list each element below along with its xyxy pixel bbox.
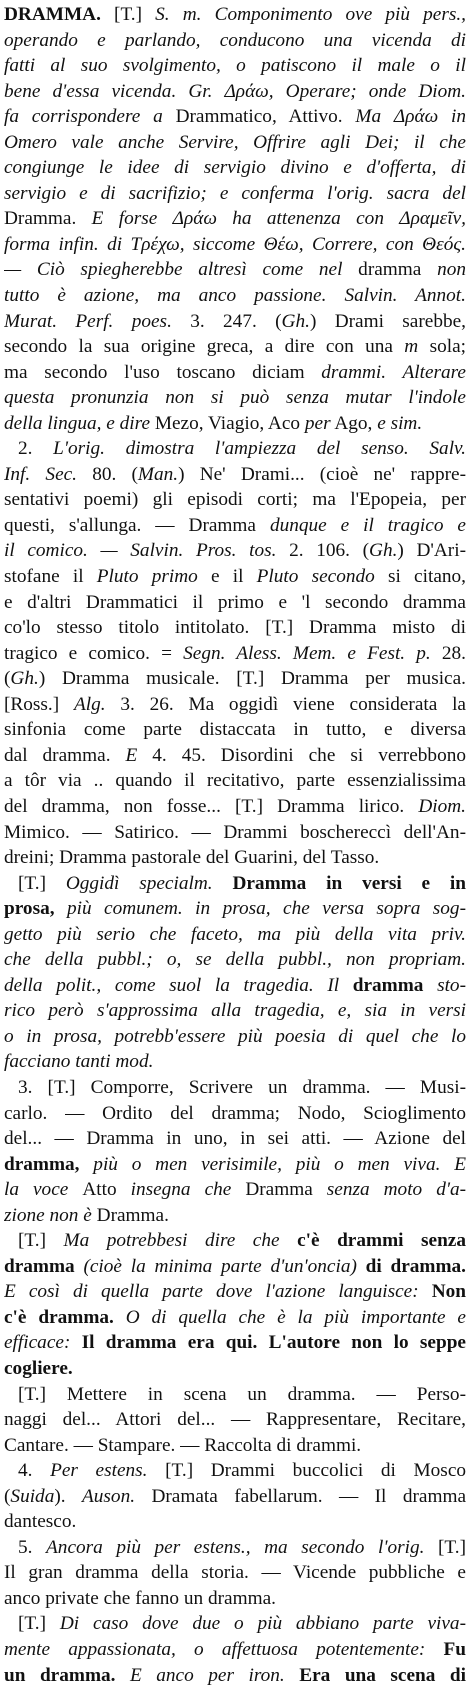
text-run: o in prosa, potrebb'essere più poesia di quel che lo bbox=[4, 1025, 466, 1047]
text-line bbox=[4, 513, 466, 539]
text-line bbox=[4, 1458, 466, 1484]
text-run: [T.] bbox=[18, 872, 66, 894]
text-line bbox=[4, 1535, 466, 1561]
text-line bbox=[4, 1254, 466, 1280]
text-run: Man. bbox=[137, 463, 179, 485]
text-line bbox=[4, 1101, 466, 1127]
text-line bbox=[4, 717, 466, 743]
text-run: Il dramma era qui. L'autore non lo seppe bbox=[70, 1332, 466, 1354]
text-run: E anco per iron. bbox=[129, 1664, 285, 1686]
text-run: Ancora più per estens., ma secondo l'orig. bbox=[46, 1536, 425, 1558]
text-run: sto- bbox=[423, 974, 466, 996]
text-run: sola; bbox=[418, 336, 466, 358]
text-run: insegna che bbox=[116, 1179, 246, 1201]
text-line bbox=[4, 1637, 466, 1663]
text-run: 5. bbox=[18, 1536, 47, 1558]
text-run: (cioè la minima parte d'un'oncia) bbox=[83, 1255, 357, 1277]
text-line bbox=[4, 1484, 466, 1510]
text-run: dunque e il tragico e bbox=[269, 514, 466, 536]
text-run: questa pronunzia non si può senza mutar l'indole bbox=[4, 387, 466, 409]
text-run: E bbox=[125, 744, 138, 766]
text-run: dramma bbox=[358, 259, 422, 281]
text-line bbox=[4, 1433, 466, 1459]
text-line bbox=[4, 896, 466, 922]
text-run: naggi del... Attori del... — Rappresentare, Recitare, bbox=[4, 1409, 466, 1431]
text-run: ) D'Ari- bbox=[397, 540, 466, 562]
text-run: Mimico. — Satirico. — Drammi boschereccì dell'An- bbox=[4, 821, 466, 843]
text-line bbox=[4, 1305, 466, 1331]
text-run: 3. 247. ( bbox=[171, 310, 282, 332]
text-line bbox=[4, 1663, 466, 1688]
text-run: della lingua, e dire bbox=[4, 412, 155, 434]
text-run: Omero vale anche Servire, Offrire agli Dei; il che bbox=[4, 131, 466, 153]
text-run: operando e parlando, conducono una vicenda di bbox=[4, 29, 466, 51]
text-run: ( bbox=[4, 1485, 11, 1507]
text-run: carlo. — Ordito del dramma; Nodo, Scioglimento bbox=[4, 1102, 466, 1124]
text-run: fatti al suo svolgimento, o patiscono il male o il bbox=[4, 55, 466, 77]
text-run: a tôr via .. quando il recitativo, parte essenzialissima bbox=[4, 770, 466, 792]
text-line bbox=[4, 2, 466, 28]
text-run: congiunge le idee di servigio divino e d'offerta, di bbox=[4, 157, 466, 179]
text-run: Non bbox=[418, 1281, 466, 1303]
text-line bbox=[4, 1177, 466, 1203]
text-run: sinfonia come parte distaccata in tutto, e diversa bbox=[4, 719, 466, 741]
text-line bbox=[4, 922, 466, 948]
text-run: Fu bbox=[425, 1639, 466, 1660]
text-run: Suida bbox=[10, 1485, 55, 1507]
text-run: [T.] bbox=[424, 1536, 466, 1558]
text-run: [T.] Mettere in scena un dramma. — Perso- bbox=[18, 1383, 466, 1405]
text-run: della polit., come suol la tragedia. Il bbox=[4, 974, 353, 996]
text-line bbox=[4, 564, 466, 590]
text-run: L'orig. dimostra l'ampiezza del senso. Salv. bbox=[53, 438, 466, 460]
text-run: mente appassionata, o affettuosa potentemente: bbox=[4, 1639, 426, 1660]
text-run: fa corrispondere a bbox=[4, 106, 176, 128]
text-line bbox=[4, 1611, 466, 1637]
text-line bbox=[4, 998, 466, 1024]
text-run: rico però s'approssima alla tragedia, e, sia in versi bbox=[4, 1000, 466, 1022]
text-run: Dramma. bbox=[4, 208, 92, 230]
text-run: ) Ne' Drami... (cioè ne' rappre- bbox=[178, 463, 466, 485]
text-run: del... — Dramma in uno, in sei atti. — Azione del bbox=[4, 1128, 466, 1150]
text-run: dramma bbox=[352, 974, 424, 996]
text-line bbox=[4, 79, 466, 105]
text-run: Dramata fabellarum. — Il dramma bbox=[135, 1485, 466, 1507]
text-run: zione non è bbox=[4, 1204, 97, 1226]
text-line bbox=[4, 1586, 466, 1612]
text-run: Drammatico, Attivo. bbox=[175, 106, 343, 128]
text-line bbox=[4, 181, 466, 207]
text-run: cogliere. bbox=[4, 1357, 73, 1379]
text-run: [T.] bbox=[18, 1230, 64, 1252]
text-line bbox=[4, 28, 466, 54]
text-line bbox=[4, 538, 466, 564]
text-run: Dramma in versi e in bbox=[212, 872, 466, 894]
text-line bbox=[4, 206, 466, 232]
text-run: E così di quella parte dove l'azione languisce: bbox=[4, 1281, 419, 1303]
text-run: Ago, bbox=[330, 412, 378, 434]
text-line bbox=[4, 334, 466, 360]
text-run: ) Drami sarebbe, bbox=[309, 310, 466, 332]
text-run: 2. bbox=[18, 438, 54, 460]
text-line bbox=[4, 487, 466, 513]
text-run: più comunem. in prosa, che versa sopra sog- bbox=[66, 898, 466, 920]
text-line bbox=[4, 283, 466, 309]
text-run: Mezo, Viagio, Aco bbox=[154, 412, 305, 434]
text-line bbox=[4, 768, 466, 794]
text-run: Dramma bbox=[245, 1179, 313, 1201]
text-run: dreini; Dramma pastorale del Guarini, del Tasso. bbox=[4, 847, 380, 869]
text-line bbox=[4, 794, 466, 820]
text-run: del dramma, non fosse... [T.] Dramma lirico. bbox=[4, 795, 419, 817]
text-line bbox=[4, 820, 466, 846]
text-run: Per estens. bbox=[50, 1460, 148, 1482]
text-line bbox=[4, 1203, 466, 1229]
text-line bbox=[4, 257, 466, 283]
text-run: Inf. Sec. bbox=[4, 463, 78, 485]
text-line bbox=[4, 590, 466, 616]
text-run: 28. bbox=[430, 642, 466, 664]
text-run: Auson. bbox=[82, 1485, 136, 1507]
text-line bbox=[4, 1024, 466, 1050]
text-run: questi, s'allunga. — Dramma bbox=[4, 514, 270, 536]
text-line bbox=[4, 1228, 466, 1254]
text-run: più o men verisimile, più o men viva. E bbox=[93, 1153, 466, 1175]
text-line bbox=[4, 436, 466, 462]
text-run: c'è drammi senza bbox=[297, 1230, 466, 1252]
text-run: Atto bbox=[82, 1179, 117, 1201]
text-run: DRAMMA. bbox=[4, 4, 101, 25]
text-line bbox=[4, 1152, 466, 1178]
text-line bbox=[4, 1509, 466, 1535]
text-run: Il gran dramma della storia. — Vicende pubbliche e bbox=[4, 1562, 466, 1584]
text-run: S. m. Componimento ove più pers., bbox=[155, 4, 466, 25]
text-run: ). bbox=[54, 1485, 82, 1507]
text-run: Alg. bbox=[73, 693, 106, 715]
text-run: Diom. bbox=[418, 795, 466, 817]
text-run: Cantare. — Stampare. — Raccolta di drammi. bbox=[4, 1434, 362, 1456]
text-line bbox=[4, 462, 466, 488]
text-run: il comico. — Salvin. Pros. tos. bbox=[4, 540, 277, 562]
text-run: ( bbox=[4, 668, 11, 690]
text-run: e sim. bbox=[377, 412, 423, 434]
text-line bbox=[4, 155, 466, 181]
text-line bbox=[4, 1330, 466, 1356]
text-run: dramma bbox=[4, 1255, 84, 1277]
text-run: Era una scena di bbox=[284, 1664, 466, 1686]
text-run: secondo la sua origine greca, a dire con una bbox=[4, 336, 405, 358]
text-run: 3. 26. Ma oggidì viene considerata la bbox=[105, 693, 466, 715]
text-run: 4. bbox=[18, 1460, 51, 1482]
text-line bbox=[4, 104, 466, 130]
text-run: facciano tanti mod. bbox=[4, 1051, 154, 1073]
text-run: Ma Δράω in bbox=[342, 106, 466, 128]
text-run: E forse Δράω ha attenenza con Δραμεῖν, bbox=[91, 208, 466, 230]
text-run: [T.] Drammi buccolici di Mosco bbox=[147, 1460, 466, 1482]
text-run: [T.] bbox=[18, 1613, 60, 1635]
text-line bbox=[4, 130, 466, 156]
text-run: efficace: bbox=[4, 1332, 71, 1354]
text-line bbox=[4, 641, 466, 667]
text-run: drammi. Alterare bbox=[321, 361, 466, 383]
text-run: che della pubbl.; o, se della pubbl., non propriam. bbox=[4, 949, 466, 971]
text-run: dal dramma. bbox=[4, 744, 126, 766]
text-line bbox=[4, 845, 466, 871]
text-line bbox=[4, 309, 466, 335]
text-run: Gh. bbox=[10, 668, 39, 690]
text-run: Pluto primo bbox=[96, 566, 198, 588]
text-line bbox=[4, 232, 466, 258]
text-run: Ma potrebbesi dire che bbox=[63, 1230, 298, 1252]
text-run: 3. [T.] Comporre, Scrivere un dramma. — Musi- bbox=[18, 1076, 466, 1098]
text-run: dramma, bbox=[4, 1153, 94, 1175]
text-line bbox=[4, 411, 466, 437]
text-run: servigio e di sacrifizio; e conferma l'orig. sacra del bbox=[4, 182, 466, 204]
text-run: stofane il bbox=[4, 566, 97, 588]
text-line bbox=[4, 1407, 466, 1433]
text-run: Oggidì specialm. bbox=[65, 872, 213, 894]
text-run: la voce bbox=[4, 1179, 83, 1201]
text-run: c'è dramma. bbox=[4, 1306, 126, 1328]
text-run: Pluto secondo bbox=[256, 566, 375, 588]
text-run: si citano, bbox=[374, 566, 466, 588]
text-run: [Ross.] bbox=[4, 693, 74, 715]
text-line bbox=[4, 360, 466, 386]
text-run: e d'altri Drammatici il primo e 'l secondo dramma bbox=[4, 591, 466, 613]
text-run: [T.] bbox=[100, 4, 156, 25]
text-run: getto più serio che faceto, ma più della vita priv. bbox=[4, 923, 466, 945]
text-line bbox=[4, 666, 466, 692]
text-line bbox=[4, 871, 466, 897]
text-run: Segn. Aless. Mem. e Fest. p. bbox=[183, 642, 431, 664]
text-run: tragico e comico. = bbox=[4, 642, 184, 664]
text-line bbox=[4, 1049, 466, 1075]
text-run: bene d'essa vicenda. Gr. Δράω, Operare; onde Diom. bbox=[4, 80, 466, 102]
text-run: dantesco. bbox=[4, 1511, 77, 1533]
text-line bbox=[4, 947, 466, 973]
text-run: Murat. Perf. poes. bbox=[4, 310, 172, 332]
text-run: Di caso dove due o più abbiano parte viva- bbox=[59, 1613, 466, 1635]
text-run: e il bbox=[197, 566, 257, 588]
text-run: un dramma. bbox=[4, 1664, 130, 1686]
text-line bbox=[4, 692, 466, 718]
text-line bbox=[4, 53, 466, 79]
text-run: sentativi poemi) gli episodi corti; ma l'Epopeia, per bbox=[4, 489, 466, 511]
text-run: non bbox=[421, 259, 466, 281]
text-run: — Ciò spiegherebbe altresì come nel bbox=[4, 259, 359, 281]
text-run: Dramma. bbox=[96, 1204, 169, 1226]
text-run: per bbox=[304, 412, 331, 434]
text-line bbox=[4, 743, 466, 769]
text-run: 2. 106. ( bbox=[276, 540, 370, 562]
text-run: ) Dramma musicale. [T.] Dramma per musica. bbox=[38, 668, 466, 690]
text-line bbox=[4, 1356, 466, 1382]
text-run: Gh. bbox=[369, 540, 398, 562]
text-run: senza moto d'a- bbox=[312, 1179, 466, 1201]
text-line bbox=[4, 615, 466, 641]
text-line bbox=[4, 1382, 466, 1408]
text-run: tutto è azione, ma anco passione. Salvin. Annot. bbox=[4, 285, 466, 307]
text-line bbox=[4, 385, 466, 411]
text-run: ma secondo l'uso toscano diciam bbox=[4, 361, 322, 383]
text-line bbox=[4, 1279, 466, 1305]
text-run: 4. 45. Disordini che si verrebbono bbox=[137, 744, 466, 766]
text-run: prosa, bbox=[4, 898, 67, 920]
text-line bbox=[4, 1126, 466, 1152]
text-run: anco private che fanno un dramma. bbox=[4, 1587, 276, 1609]
text-run: co'lo stesso titolo intitolato. [T.] Dramma misto di bbox=[4, 617, 466, 639]
text-run: di dramma. bbox=[356, 1255, 466, 1277]
text-run: O di quella che è la più importante e bbox=[125, 1306, 466, 1328]
text-line bbox=[4, 973, 466, 999]
text-run: 80. ( bbox=[77, 463, 138, 485]
text-line bbox=[4, 1560, 466, 1586]
text-run: m bbox=[404, 336, 419, 358]
text-run: Gh. bbox=[281, 310, 310, 332]
text-run: forma infin. di Τρέχω, siccome Θέω, Correre, con Θεός. bbox=[4, 233, 466, 255]
text-line bbox=[4, 1075, 466, 1101]
